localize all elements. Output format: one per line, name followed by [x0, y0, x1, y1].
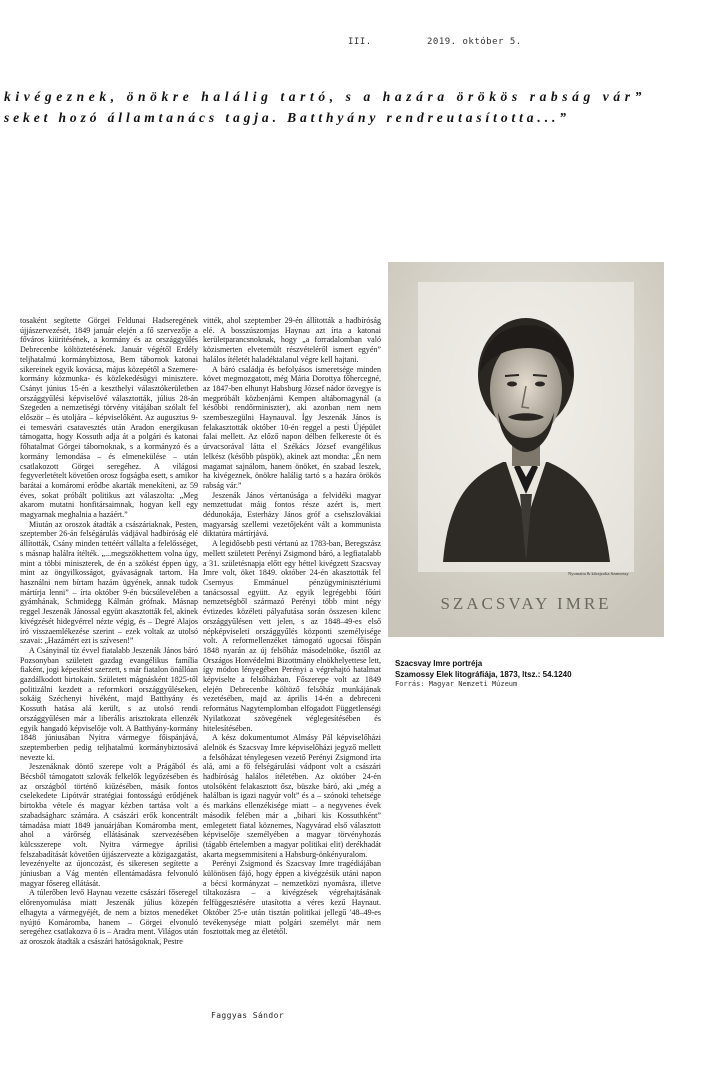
paragraph: A túlerőben levő Haynau vezette császári főseregel előrenyomulása miatt Jeszenák július közepén elhagyta a vármegyéjét, de nem a biztos menedéket nyújtó Komáromba, hanem – Görgei elvonuló seregéhez csatlakozva ő is – Aradra ment. Világos után az oroszok átadták a császári hatóságoknak, Pestre — [20, 888, 198, 946]
paragraph: Miután az oroszok átadták a császáriaknak, Pesten, szeptember 26-án felségárulás vádjával hadbíróság elé állították, Csány minden tettéért vállalta a felelősséget, s másnap halálra ítélték. „...megszökhettem volna úgy, mint a többi miniszterek, de én a szökést éppen úgy, mint az öngyilkosságot, gyávaságnak tartom. Ha használni nem bírtam hazám ügyének, annak tudok mártírja lenni” – írta október 9-én búcsúlevelében a gyámhának, Schmidegg Kálmán grófnak. Másnap reggel Jeszenák Jánossal együtt akasztották fel, akinek kivégzését hidegvérrel nézte végig, és – Degré Alajos író visszaemlékezése szerint – ezek voltak az utolsó szavai: „Hazámért ezt is szívesen!” — [20, 519, 198, 646]
paragraph: A Csányinál tíz évvel fiatalabb Jeszenák János báró Pozsonyban született gazdag evangélikus família fiaként, jogi képesítést szerzett, s már fiatalon önállóan gazdálkodott birtokain. Született mágnásként 1825-től politizálni kezdett a reformkori országgyűléseken, sokáig Széchenyi hívéként, majd Batthyány és Kossuth hatása alá került, s az utolsó rendi országgyűlésen már a liberális arisztokrata ellenzék egyik hangadó képviselője volt. A Batthyány-kormány 1848 júniusában Nyitra vármegye főispánjává, szeptemberben pedig teljhatalmú kormánybiztosává nevezte ki. — [20, 645, 198, 762]
paragraph: A legidősebb pesti vértanú az 1783-ban, Beregszász mellett született Perényi Zsigmond báró, a legfiatalabb a 31. születésnapja előtt egy héttel kivégzett Szacsvay Imre volt, öket 1849. október 24-én akasztották fel Csernyus Emmánuel pénzügyminisztériumi tanácsossal együtt. Az egyik legrégebbi főúri nemzetségből származó Perényi több mint négy évtizedes közéleti pályafutása során összesen kilenc országgyűlésen vett jelen, s az 1848–49-es első népképviseleti országgyűlés központi személyisége volt. A reformellenzéket támogató ugocsai főispán 1848 nyarán az új felsőház másodelnöke, ősztől az Országos Honvédelmi Bizottmány elnökhelyettese lett, így módon lényegében Perényi a végrehajtó hatalmat képviselte a felsőházban. Főszerepe volt az 1849 elején Debrecenbe költöző felsőház munkájának vezetésében, majd az április 14-én a debreceni református Nagytemplomban elfogadott Függetlenségi Nyilatkozat szövegének véglegesítésében és hitelesítésében. — [203, 539, 381, 733]
author-signature: Faggyas Sándor — [211, 1011, 285, 1020]
paragraph: Jeszenák János vértanúsága a felvidéki magyar nemzettudat máig fontos része azért is, mert dédunokája, Esterházy János gróf a csehszlovákiai magyarság szellemi vezetőjeként vált a kommunista diktatúra mártírjává. — [203, 490, 381, 539]
pull-quote-line-1: kivégeznek, önökre halálig tartó, s a hazára örökös rabság vár” — [4, 89, 646, 104]
figure-caption-description: Szamossy Elek litográfiája, 1873, ltsz.: 54.1240 — [395, 670, 572, 679]
portrait-image — [388, 262, 664, 637]
issue-number: III. — [348, 37, 372, 47]
pull-quote-line-2: seket hozó államtanács tagja. Batthyány rendreutasította...” — [4, 110, 570, 125]
portrait-nameplate: SZACSVAY IMRE — [440, 594, 612, 613]
paragraph: Jeszenáknak döntő szerepe volt a Prágából és Bécsből támogatott szlovák felkelők legyőzésében és az országból történő kiűzésében, másik fontos cselekedete Lipótvár stratégiai fontosságú erődjének birtokba vétele és magyar kézben tartása volt a szabadságharc számára. A császári erők koncentrált támadása miatt 1849 januárjában Komáromba ment, ahol a várőrség ellátásának szervezésében külcsszerepe volt. Nyitra vármegye áprilisi felszabadítását követően újjászervezte a közigazgatást, levezényelte az újoncozást, és sikeresen segítette a júniusban a Vág mentén ellentámadásra felvonuló magyar fősereg ellátását. — [20, 762, 198, 888]
paragraph: A kész dokumentumot Almásy Pál képviselőházi alelnök és Szacsvay Imre képviselőházi jegyző mellett a felsőházat ténylegesen vezető Perényi Zsigmond írta alá, ami a fő felségárulási vádpont volt a császári hadbíróság halálos ítéletében. Az október 24-én utolsóként felakasztott ősz, büszke báró, aki „még a halálban is igazi nagyúr volt” és a – szónoki tehetsége és markáns ellenzékisége miatt – a negyvenes évek második felében már a „bihari kis Kossuthként” emlegetett fiatal köznemes, Nagyvárad első választott képviselője személyében a magyar törvényhozás (tágabb értelemben a magyar politikai elit) derékhadát akarta megsemmisíteni a Habsburg-önkényuralom. — [203, 733, 381, 859]
paragraph: vitték, ahol szeptember 29-én állították a hadbíróság elé. A bosszúszomjas Haynau azt írta a katonai kerületparancsnoknak, hogy „a forradalomban való közismerten elvetemült részvételéről ismert egyén” halálos ítéletét haladéktalanul végre kell hajtani. — [203, 316, 381, 364]
paragraph: A báró családja és befolyásos ismeretsége minden követ megmozgatott, még Mária Dorottya főhercegné, az 1847-ben elhunyt Habsburg József nádor özvegye is megpróbált közbenjárni Kempen altábornagynál (a későbbi rendőrminiszter), aki azonban nem nem szembeszegülni Haynauval. Így Jeszenák János is felakasztották október 10-én reggel a pesti Újépület falai mellett. Az előző napon délben felkereste őt és úrvacsorával látta el Székács József evangélikus lelkész (később püspök), akinek azt mondta: „Én nem magamat sajnálom, hanem önöket, én szabad leszek, ha kivégeznek, önökre halálig tartó s a hazára örökös rabság vár.” — [203, 364, 381, 490]
article-column-1 — [20, 316, 198, 947]
issue-date: 2019. október 5. — [427, 37, 522, 47]
article-column-2 — [203, 316, 381, 937]
figure-caption-source: Forrás: Magyar Nemzeti Múzeum — [395, 680, 518, 688]
lithographer-signature: Nyomatta & kőrajzolta Szamossy — [568, 571, 629, 576]
paragraph: Perényi Zsigmond és Szacsvay Imre tragédiájában különösen fájó, hogy éppen a kivégzésük utáni napon a bécsi kormányzat – nemzetközi nyomásra, illetve tiltakozásra – a kivégzések végrehajtásának felfüggesztésére utasította a véres kezű Haynaut. Október 25-e után tisztán politikai jellegű '48–49-es tevékenysége miatt polgári személyt már nem fosztottak meg az életétől. — [203, 859, 381, 937]
figure-caption-title: Szacsvay Imre portréja — [395, 659, 483, 668]
paragraph: tosaként segítette Görgei Feldunai Hadseregének újjászervezését, 1849 január elején a fő szervezője a főváros kiürítésének, a kormány és az országgyűlés Debrecenbe költöztetésének. Január végétől Erdély teljhatalmú kormánybiztosa, Bem tábornok katonai sikereinek egyik kovácsa, május közepétől a Szemere-kormány közmunka- és közlekedésügyi minisztere. Csányt június 15-én a keszthelyi választókerületben országgyűlési képviselővé választották, július 28-án Szegeden a nemzetiségi törvény vitájában szólalt fel először – és utoljára – képviselőként. Az augusztus 9-ei temesvári csatavesztés után Aradon energikusan támogatta, hogy Kossuth adja át a polgári és katonai főhatalmat Görgei tábornoknak, s a kormányzó és a kormány lemondása – és elmenekülése – után csatlakozott Görgei seregéhez. A világosi fegyverletételt követően orosz fogságba esett, s amikor barátai a komáromi erődbe akarták menekíteni, az 59 éves, sokat próbált politikus azt válaszolta: „Meg akarom mutatni honfitársaimnak, hogyan kell egy magyarnak meghalnia a hazáért.” — [20, 316, 198, 520]
